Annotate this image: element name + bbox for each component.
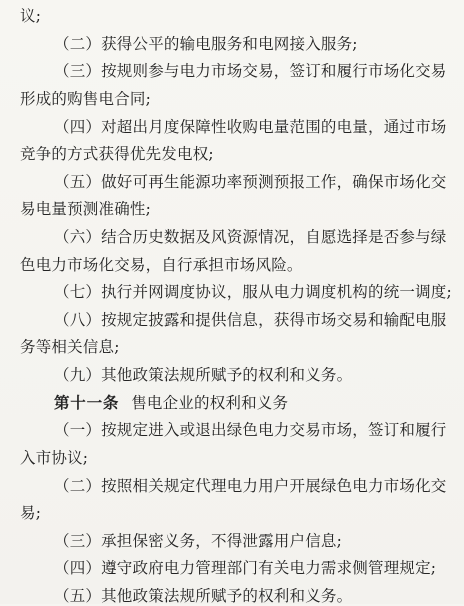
text-line-14: （九）其他政策法规所赋予的权利和义务。 [54, 366, 353, 384]
text-line-7: （五）做好可再生能源功率预测预报工作，确保市场化交 [54, 172, 447, 191]
article-heading [0, 393, 464, 413]
text-line-2: （二）获得公平的输电服务和电网接入服务; [54, 34, 358, 53]
article-title: 售电企业的权利和义务 [131, 393, 289, 412]
text-line-13: 务等相关信息; [20, 338, 120, 357]
text-line-9: （六）结合历史数据及风资源情况，自愿选择是否参与绿 [54, 228, 447, 246]
text-line-4: 形成的购售电合同; [20, 89, 152, 108]
text-line-11: （七）执行并网调度协议，服从电力调度机构的统一调度; [54, 283, 452, 302]
text-line-12: （八）按规定披露和提供信息，获得市场交易和输配电服 [54, 310, 447, 329]
text-line-20: （三）承担保密义务，不得泄露用户信息; [54, 531, 343, 550]
text-line-17: 入市协议; [20, 448, 89, 467]
text-line-22: （五）其他政策法规所赋予的权利和义务。 [54, 587, 353, 605]
text-line-6: 竞争的方式获得优先发电权; [20, 145, 214, 164]
text-line-5: （四）对超出月度保障性收购电量范围的电量，通过市场 [54, 117, 447, 136]
text-line-18: （二）按照相关规定代理电力用户开展绿色电力市场化交 [54, 476, 447, 495]
text-line-19: 易; [20, 504, 42, 523]
text-line-8: 易电量预测准确性; [20, 200, 152, 219]
text-line-3: （三）按规则参与电力市场交易，签订和履行市场化交易 [54, 62, 447, 81]
article-number: 第十一条 [54, 393, 120, 412]
text-line-21: （四）遵守政府电力管理部门有关电力需求侧管理规定; [54, 559, 437, 578]
text-line-16: （一）按规定进入或退出绿色电力交易市场，签订和履行 [54, 421, 447, 440]
text-line-1: 议; [20, 7, 42, 25]
text-line-10: 色电力市场化交易，自行承担市场风险。 [20, 255, 303, 274]
